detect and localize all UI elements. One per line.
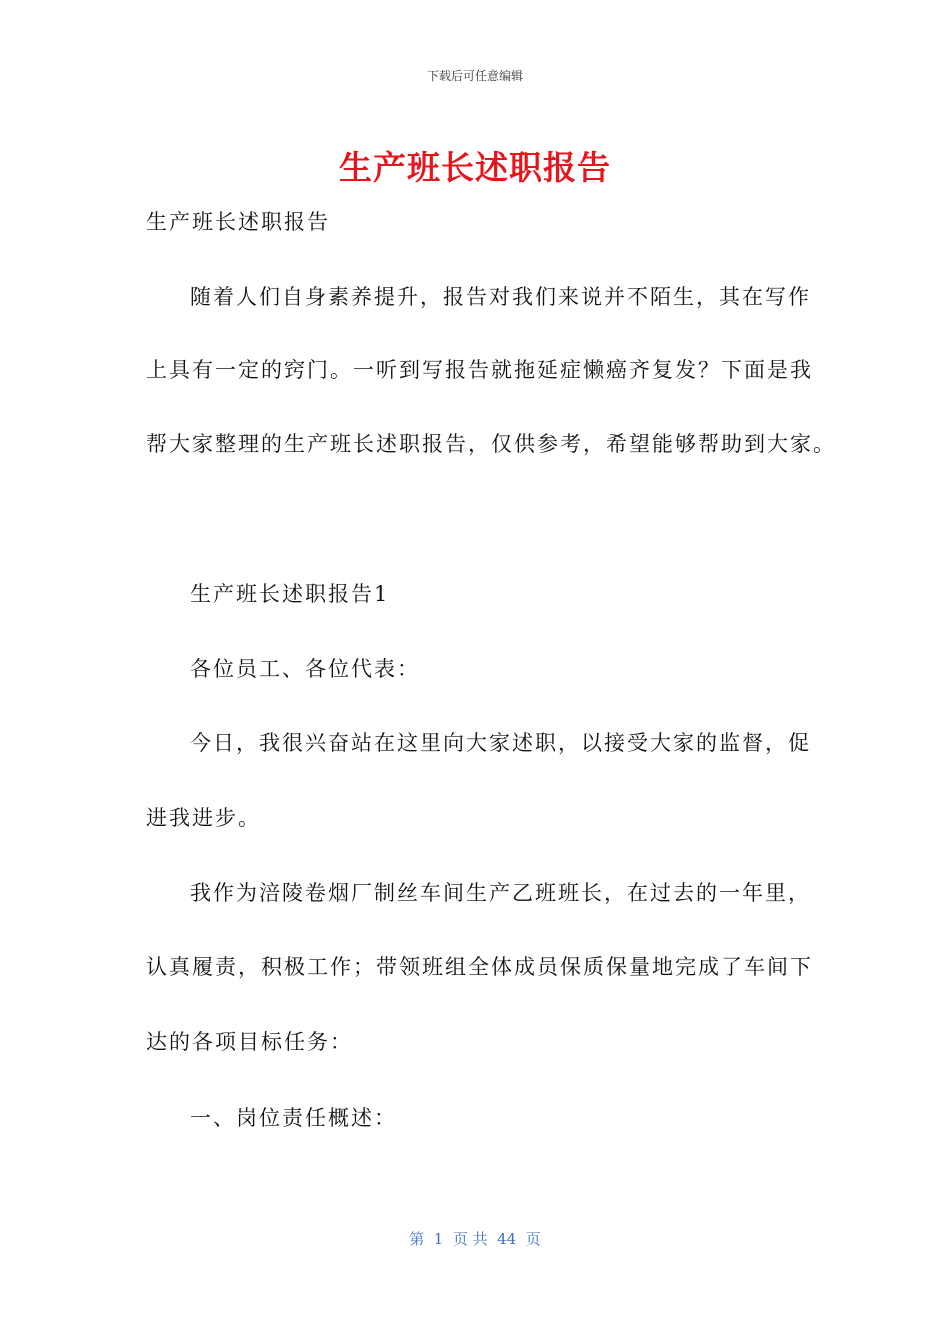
section-title: 生产班长述职报告1 bbox=[190, 582, 390, 606]
page-footer: 第 1 页 共 44 页 bbox=[409, 1230, 541, 1248]
para1-line-2: 进我进步。 bbox=[146, 806, 261, 830]
document-subtitle: 生产班长述职报告 bbox=[146, 210, 330, 234]
para2-line-2: 认真履责，积极工作；带领班组全体成员保质保量地完成了车间下 bbox=[146, 955, 813, 979]
intro-line-2: 上具有一定的窍门。一听到写报告就拖延症懒癌齐复发？下面是我 bbox=[146, 358, 813, 382]
intro-line-3: 帮大家整理的生产班长述职报告，仅供参考，希望能够帮助到大家。 bbox=[146, 432, 836, 456]
intro-line-1: 随着人们自身素养提升，报告对我们来说并不陌生，其在写作 bbox=[190, 285, 811, 309]
para2-line-3: 达的各项目标任务： bbox=[146, 1030, 353, 1054]
para2-line-1: 我作为涪陵卷烟厂制丝车间生产乙班班长，在过去的一年里， bbox=[190, 881, 811, 905]
document-title: 生产班长述职报告 bbox=[339, 148, 611, 187]
salutation: 各位员工、各位代表： bbox=[190, 657, 420, 681]
header-note: 下载后可任意编辑 bbox=[426, 69, 523, 83]
para1-line-1: 今日，我很兴奋站在这里向大家述职，以接受大家的监督，促 bbox=[190, 731, 811, 755]
heading-1: 一、岗位责任概述： bbox=[190, 1106, 397, 1130]
